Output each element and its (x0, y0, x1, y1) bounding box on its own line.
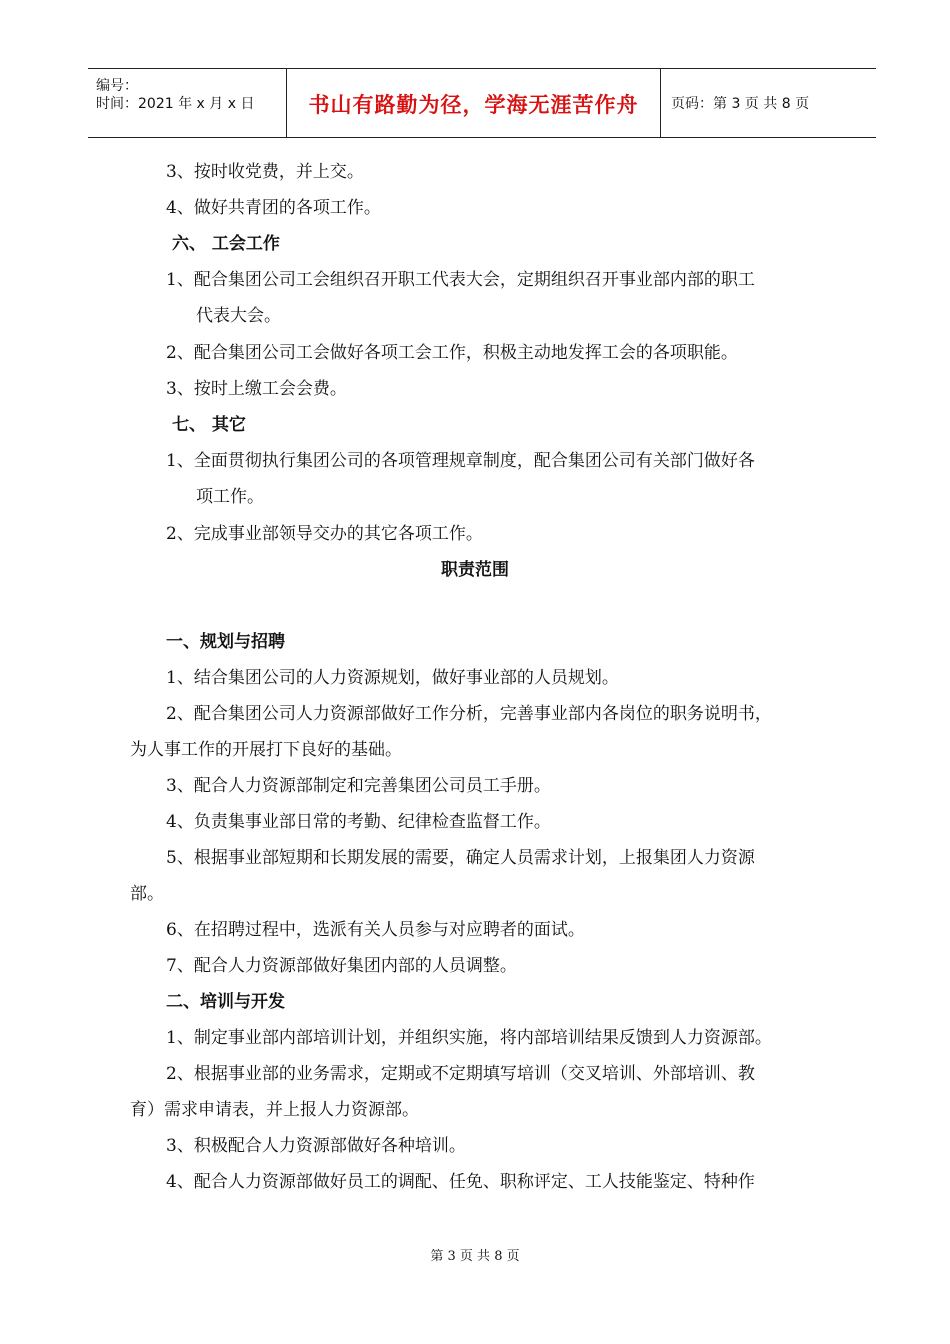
body-line: 4、负责集事业部日常的考勤、纪律检查监督工作。 (166, 812, 551, 832)
document-date: 时间：2021 年 x 月 x 日 (96, 96, 255, 112)
body-line: 2、配合集团公司工会做好各项工会工作，积极主动地发挥工会的各项职能。 (166, 343, 738, 363)
body-line: 1、配合集团公司工会组织召开职工代表大会，定期组织召开事业部内部的职工 (166, 270, 755, 290)
header-page-cell (661, 69, 876, 137)
header-meta (88, 69, 287, 137)
body-line: 1、制定事业部内部培训计划，并组织实施，将内部培训结果反馈到人力资源部。 (166, 1028, 772, 1048)
body-line: 1、全面贯彻执行集团公司的各项管理规章制度，配合集团公司有关部门做好各 (166, 451, 755, 471)
body-line: 2、根据事业部的业务需求，定期或不定期填写培训（交叉培训、外部培训、教 (166, 1064, 755, 1084)
body-line: 2、配合集团公司人力资源部做好工作分析，完善事业部内各岗位的职务说明书， (166, 704, 772, 724)
body-line: 1、结合集团公司的人力资源规划，做好事业部的人员规划。 (166, 668, 619, 688)
section-heading: 六、 工会工作 (172, 234, 280, 254)
body-line: 部。 (130, 884, 164, 904)
body-line: 3、按时上缴工会会费。 (166, 379, 347, 399)
body-line: 6、在招聘过程中，选派有关人员参与对应聘者的面试。 (166, 920, 585, 940)
body-line: 代表大会。 (196, 306, 281, 326)
section-title: 职责范围 (441, 560, 509, 580)
section-heading: 一、规划与招聘 (166, 632, 285, 652)
body-line: 4、配合人力资源部做好员工的调配、任免、职称评定、工人技能鉴定、特种作 (166, 1172, 755, 1192)
section-heading: 二、培训与开发 (166, 992, 285, 1012)
page-header (88, 68, 876, 138)
body-line: 3、配合人力资源部制定和完善集团公司员工手册。 (166, 776, 551, 796)
body-line: 2、完成事业部领导交办的其它各项工作。 (166, 524, 483, 544)
body-line: 3、积极配合人力资源部做好各种培训。 (166, 1136, 466, 1156)
page-footer: 第 3 页 共 8 页 (430, 1249, 520, 1264)
header-motto-cell (287, 69, 661, 137)
body-line: 项工作。 (196, 487, 264, 507)
body-line: 7、配合人力资源部做好集团内部的人员调整。 (166, 956, 517, 976)
body-line: 为人事工作的开展打下良好的基础。 (130, 740, 402, 760)
page-number: 页码：第 3 页 共 8 页 (671, 96, 810, 112)
motto: 书山有路勤为径，学海无涯苦作舟 (308, 93, 639, 117)
body-line: 3、按时收党费，并上交。 (166, 162, 364, 182)
section-heading: 七、 其它 (172, 415, 246, 435)
body-line: 5、根据事业部短期和长期发展的需要，确定人员需求计划，上报集团人力资源 (166, 848, 755, 868)
body-line: 育）需求申请表，并上报人力资源部。 (130, 1100, 419, 1120)
document-number: 编号： (96, 78, 138, 94)
body-line: 4、做好共青团的各项工作。 (166, 198, 381, 218)
